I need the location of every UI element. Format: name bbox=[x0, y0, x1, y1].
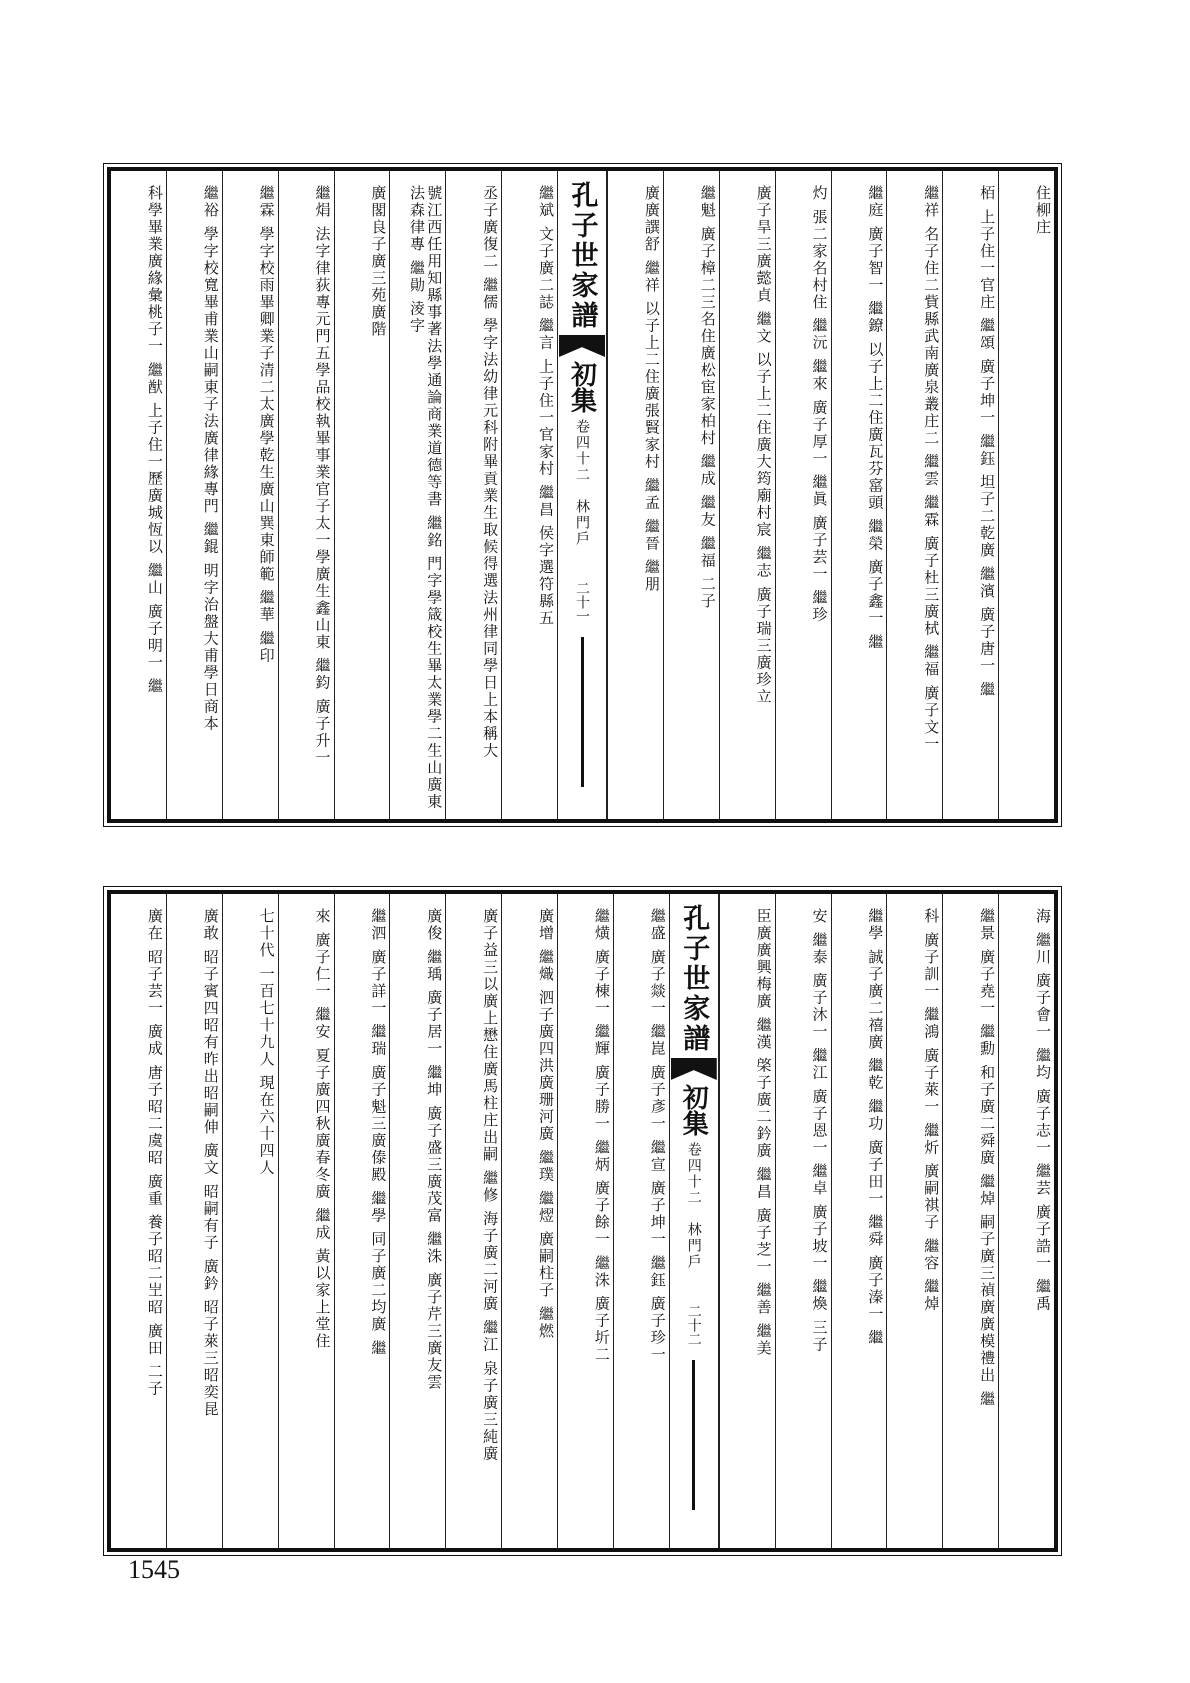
entry-column: 丞子廣復二 繼儒 學字法幼律元科附畢貢業生取候得選法州律同學日上本稱大 bbox=[445, 171, 501, 819]
entry-column: 住柳庄 bbox=[998, 171, 1054, 819]
entry-column: 繼斌 文子廣二誌 繼言 上子住一官家村 繼昌 侯字選符縣五 bbox=[501, 171, 557, 819]
entry-column: 科學畢業廣緣彙桃子一 繼猷 上子住一歷廣城恆以 繼山 廣子明一 繼 bbox=[145, 185, 164, 695]
entry-column: 繼學 誠子廣二禧廣 繼乾 繼功 廣子田一 繼舜 廣子溱一 繼 bbox=[831, 894, 887, 1548]
volume-label: 卷四十二 林門戶 bbox=[685, 1142, 702, 1270]
center-spine bbox=[669, 894, 719, 1548]
panel-columns bbox=[111, 894, 1054, 1548]
entry-column: 科 廣子訓一 繼鴻 廣子萊一 繼炘 廣嗣祺子 繼容 繼焯 bbox=[886, 894, 942, 1548]
entry-column: 灼 張二家名村住 繼沅 繼來 廣子厚一 繼眞 廣子芸一 繼珍 bbox=[775, 171, 831, 819]
spine-rule bbox=[692, 1360, 695, 1510]
entry-column: 廣敢 昭子賓四昭有昨出昭嗣伸 廣文 昭嗣有子 廣鈐 昭子萊三昭奕昆 bbox=[166, 894, 222, 1548]
entry-column: 廣閣良子廣三苑廣階 bbox=[334, 171, 390, 819]
entry-column: 繼焆 法字律荻專元門五學品校執畢事業官子太一學廣生鑫山東 繼鈞 廣子升一 bbox=[278, 171, 334, 819]
entry-column: 安 繼泰 廣子沐一 繼江 廣子恩一 繼卓 廣子坡一 繼煥 三子 bbox=[775, 894, 831, 1548]
entry-column: 繼裕 學字校寬畢甫業山嗣東子法廣律緣專門 繼錕 明字治盤大甫學日商本 bbox=[166, 171, 222, 819]
entry-column: 繼景 廣子堯一 繼勳 和子廣二舜廣 繼焯 嗣子廣三禎廣廣模禮出 繼 bbox=[942, 894, 998, 1548]
generation-summary-column: 七十代 一百七十九人 現在六十四人 bbox=[222, 894, 278, 1548]
entry-column: 繼熿 廣子棟一 繼輝 廣子勝一 繼炳 廣子餘一 繼洙 廣子圻二 bbox=[557, 894, 613, 1548]
entry-column: 廣子益三以廣上懋住廣馬柱庄出嗣 繼修 海子廣二河廣 繼江 泉子廣三純廣 bbox=[445, 894, 501, 1548]
collection-label: 初集 bbox=[678, 1084, 709, 1136]
entry-column: 廣在 昭子芸一 廣成 唐子昭二虞昭 廣重 養子昭二㞬昭 廣田 二子 bbox=[145, 908, 164, 1398]
genealogy-panel-top bbox=[107, 167, 1058, 823]
leaf-number: 二十二 bbox=[685, 1304, 702, 1346]
fishtail-mark-icon bbox=[671, 1058, 717, 1080]
fishtail-mark-icon bbox=[559, 335, 605, 357]
entry-column: 繼魁 廣子樟二三名住廣松宦家柏村 繼成 繼友 繼福 二子 bbox=[663, 171, 719, 819]
genealogy-panel-bottom bbox=[107, 890, 1058, 1552]
entry-column: 繼庭 廣子智一 繼鐐 以子上二住廣瓦芬窰頭 繼榮 廣子鑫一 繼 bbox=[831, 171, 887, 819]
entry-column: 繼泗 廣子詳一 繼瑞 廣子魁三廣傣殿 繼學 同子廣二均廣 繼 bbox=[334, 894, 390, 1548]
page-number: 1545 bbox=[128, 1555, 180, 1584]
leaf-number: 二十一 bbox=[574, 581, 590, 623]
volume-label: 卷四十二 林門戶 bbox=[574, 419, 590, 547]
entry-column: 臣廣廣興梅廣 繼漢 棨子廣二鈐廣 繼昌 廣子芝一 繼善 繼美 bbox=[719, 894, 775, 1548]
book-title: 孔子世家譜 bbox=[678, 904, 710, 1054]
book-title: 孔子世家譜 bbox=[566, 181, 598, 331]
entry-column: 來 廣子仁一 繼安 夏子廣四秋廣春冬廣 繼成 黃以家上堂住 bbox=[278, 894, 334, 1548]
entry-column: 繼祥 名子住二貲縣武南廣泉叢庄二 繼雲 繼霖 廣子杜三廣栻 繼福 廣子文一 bbox=[886, 171, 942, 819]
entry-column: 繼盛 廣子燚一 繼崑 廣子彥一 繼宣 廣子坤一 繼鈺 廣子珍一 bbox=[613, 894, 669, 1548]
entry-column: 栢 上子住一官庄 繼頌 廣子坤一 繼鈺 坦子二乾廣 繼濱 廣子唐一 繼 bbox=[942, 171, 998, 819]
entry-column: 號江西任用知縣事著法學通論商業道德等書 繼銘 門字學箴校生畢太業學二生山廣東法森律專 繼勛 淩字 bbox=[389, 171, 445, 819]
entry-column: 廣俊 繼瑀 廣子居一 繼坤 廣子盛三廣茂富 繼洙 廣子芹三廣友雲 bbox=[389, 894, 445, 1548]
spine-rule bbox=[581, 637, 584, 787]
entry-column: 廣增 繼熾 泗子廣四洪廣珊河廣 繼璞 繼熤 廣嗣柱子 繼燃 bbox=[501, 894, 557, 1548]
entry-column: 廣廣譔舒 繼祥 以子上二住廣張賢家村 繼孟 繼晉 繼朋 bbox=[607, 171, 663, 819]
entry-column: 廣子旱三廣懿貞 繼文 以子上二住廣大筠廟村宸 繼志 廣子瑞三廣珍立 bbox=[719, 171, 775, 819]
panel-columns bbox=[111, 171, 1054, 819]
center-spine bbox=[557, 171, 607, 819]
entry-column: 繼霖 學字校雨畢卿業子清二太廣學乾生廣山巽東師範 繼華 繼印 bbox=[222, 171, 278, 819]
entry-column: 海 繼川 廣子會一 繼均 廣子志一 繼芸 廣子誥一 繼禹 bbox=[998, 894, 1054, 1548]
collection-label: 初集 bbox=[566, 361, 597, 413]
